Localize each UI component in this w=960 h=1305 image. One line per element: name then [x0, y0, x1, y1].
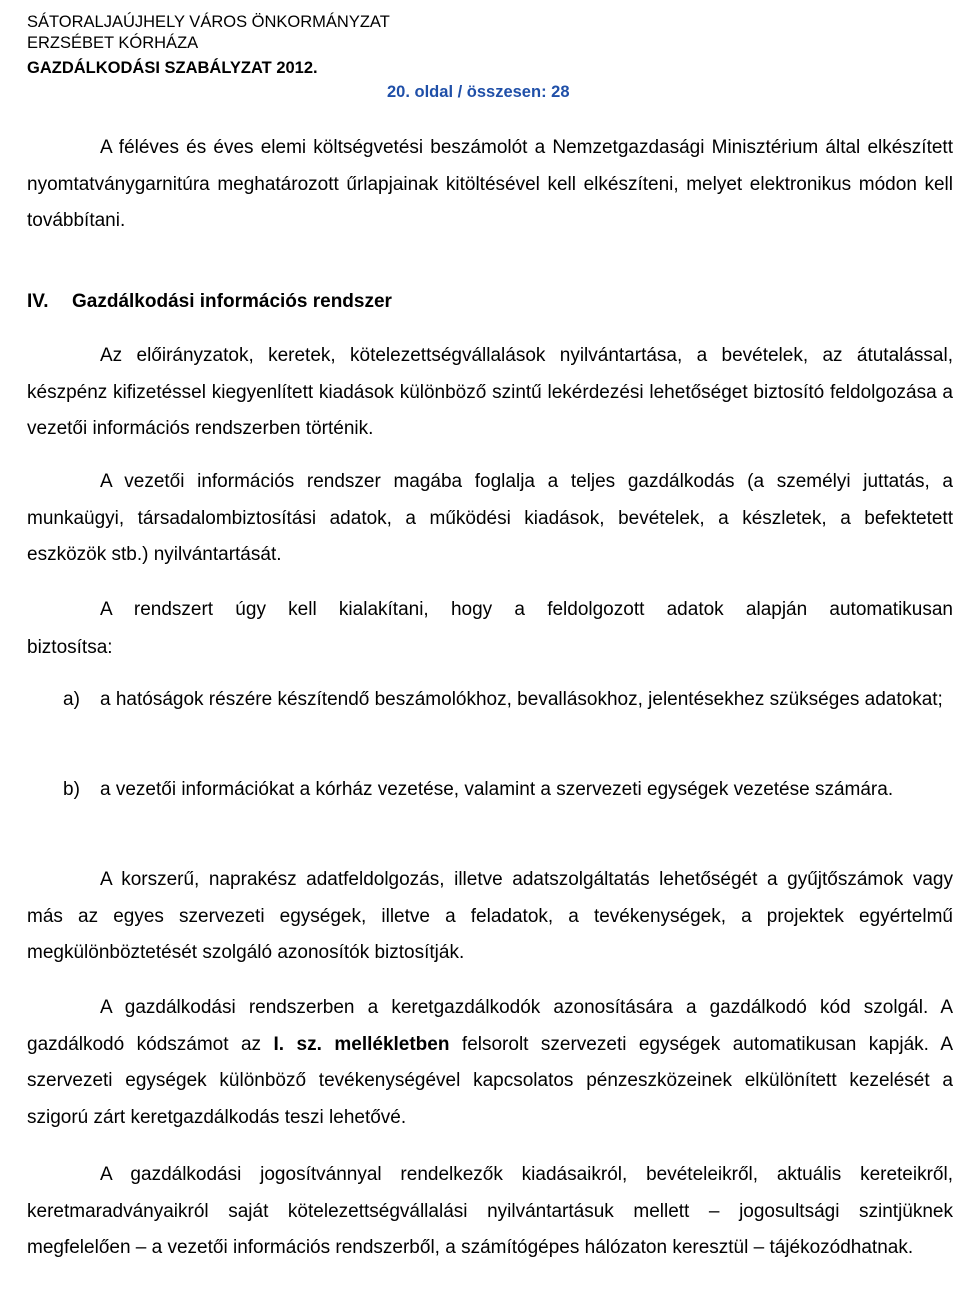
paragraph-block-4 [27, 862, 953, 972]
document-title: GAZDÁLKODÁSI SZABÁLYZAT 2012. [27, 59, 318, 77]
paragraph-block-6 [27, 1157, 953, 1267]
hospital-name: ERZSÉBET KÓRHÁZA [27, 34, 199, 52]
paragraph-access-rights: A gazdálkodási jogosítvánnyal rendelkezők kiadásaikról, bevételeikről, aktuális kereteikről, keretmaradványaikról saját kötelezettségvállalási nyilvántartásuk mellett – jogosultsági szintjüknek megfelelően – a vezetői információs rendszerből, a számítógépes hálózaton keresztül – tájékozódhatnak. [27, 1164, 953, 1258]
section-title: Gazdálkodási információs rendszer [72, 291, 392, 312]
paragraph-block-2 [27, 464, 953, 574]
section-number: IV. [27, 291, 49, 312]
list-item [27, 772, 953, 809]
paragraph-system-line2: biztosítsa: [27, 636, 113, 658]
paragraph-management-info: A vezetői információs rendszer magába foglalja a teljes gazdálkodás (a személyi juttatás, a munkaügyi, társadalombiztosítási adatok, a működési kiadások, bevételek, a készletek, a befektetett eszközök stb.) nyilvántartását. [27, 471, 953, 565]
intro-paragraph-block [27, 130, 953, 240]
intro-paragraph: A féléves és éves elemi költségvetési beszámolót a Nemzetgazdasági Minisztérium által elkészített nyomtatványgarnitúra meghatározott űrlapjainak kitöltésével kell elkészíteni, melyet elektronikus módon kell továbbítani. [27, 137, 953, 231]
list-marker: b) [63, 779, 80, 800]
organization-name: SÁTORALJAÚJHELY VÁROS ÖNKORMÁNYZAT [27, 13, 390, 31]
paragraph-block-3 [27, 592, 953, 666]
paragraph-text: felsorolt szervezeti egységek automatikusan kapják. A szervezeti egységek különböző tevékenységével kapcsolatos pénzeszközeinek elkülönített kezelését a szigorú zárt keretgazdálkodás teszi lehetővé. [27, 1033, 954, 1128]
annex-reference: I. sz. [273, 1033, 322, 1055]
paragraph-text: A gazdálkodási rendszerben a keretgazdálkodók azonosítására a gazdálkodó kód szolgál. A gazdálkodó kódszámot az [27, 997, 953, 1055]
paragraph-data-processing: A korszerű, naprakész adatfeldolgozás, illetve adatszolgáltatás lehetőségét a gyűjtőszámok vagy más az egyes szervezeti egységek, illetve a feladatok, a tevékenységek, a projektek egyértelmű megkülönböztetését szolgáló azonosítók biztosítják. [27, 869, 953, 963]
list-item [27, 682, 953, 719]
section-heading [27, 284, 392, 320]
paragraph-system-line1: A rendszert úgy kell kialakítani, hogy a feldolgozott adatok alapján automatikusan [100, 599, 953, 620]
list-marker: a) [63, 689, 80, 710]
paragraph-block-1 [27, 338, 953, 448]
paragraph-budget-management [27, 990, 953, 1136]
page-header [27, 12, 927, 104]
list-item-text: a hatóságok részére készítendő beszámolókhoz, bevallásokhoz, jelentésekhez szükséges adatokat; [100, 689, 943, 710]
page-number: 20. oldal / összesen: 28 [387, 83, 570, 101]
paragraph-records: Az előirányzatok, keretek, kötelezettségvállalások nyilvántartása, a bevételek, az átutalással, készpénz kifizetéssel kiegyenlített kiadások különböző szintű lekérdezési lehetőséget biztosító feldolgozása a vezetői információs rendszerben történik. [27, 345, 953, 439]
paragraph-block-5 [27, 990, 953, 1136]
annex-reference-label: mellékletben [334, 1033, 450, 1055]
list-item-text: a vezetői információkat a kórház vezetése, valamint a szervezeti egységek vezetése számára. [100, 779, 894, 800]
